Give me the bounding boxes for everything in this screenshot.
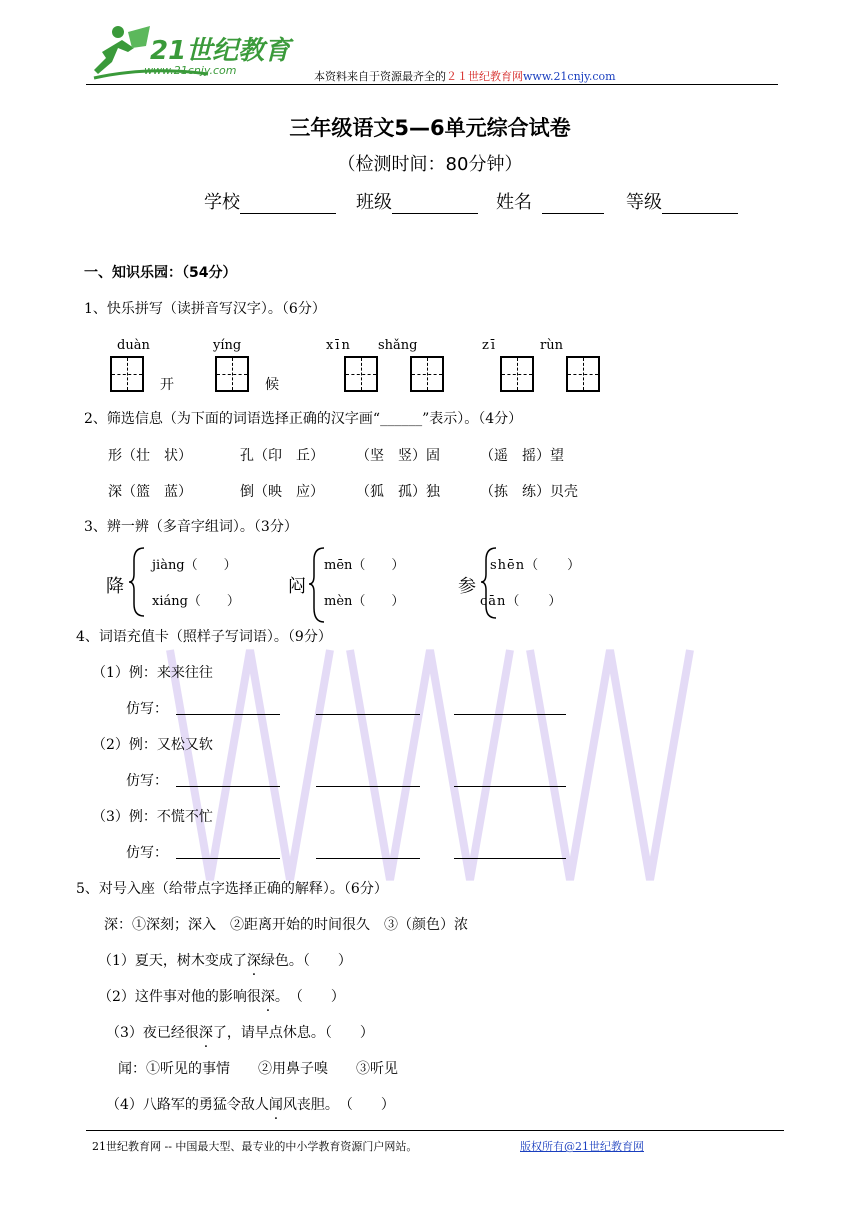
school-label: 学校 bbox=[204, 188, 336, 214]
reading-blank[interactable]: xiáng（ ） bbox=[152, 594, 240, 609]
page-subtitle: （检测时间：80分钟） bbox=[337, 154, 523, 175]
header-rule bbox=[86, 84, 778, 85]
fill-label: 仿写： bbox=[126, 845, 168, 861]
q3-prompt: 3、辨一辨（多音字组词）。（3分） bbox=[84, 519, 298, 535]
sentence-2: （2）这件事对他的影响很深。 （ ） bbox=[98, 989, 345, 1005]
pinyin-shang: shǎng bbox=[378, 338, 418, 353]
q2-item[interactable]: （坚 竖）固 bbox=[356, 448, 440, 464]
fill-label: 仿写： bbox=[126, 701, 168, 717]
char-hou: 候 bbox=[265, 377, 279, 393]
reading-blank[interactable]: shēn（ ） bbox=[490, 558, 582, 573]
pinyin-ying: yíng bbox=[213, 338, 242, 353]
sentence-3: （3）夜已经很深了，请早点休息。（ ） bbox=[106, 1025, 374, 1041]
char-box[interactable] bbox=[566, 356, 600, 392]
q2-item[interactable]: 倒（映 应） bbox=[240, 484, 324, 500]
footer-copyright-link[interactable]: 版权所有@21世纪教育网 bbox=[520, 1140, 644, 1153]
q2-item[interactable]: （狐 孤）独 bbox=[356, 484, 440, 500]
q2-item[interactable]: 形（壮 状） bbox=[108, 448, 192, 464]
sentence-1: （1）夏天，树木变成了深绿色。（ ） bbox=[98, 953, 352, 969]
answer-line[interactable] bbox=[316, 714, 420, 715]
q4-example: （1）例：来来往往 bbox=[92, 665, 213, 681]
page-title: 三年级语文5—6单元综合试卷 bbox=[289, 116, 571, 140]
q4-example: （2）例：又松又软 bbox=[92, 737, 213, 753]
site-logo bbox=[88, 22, 291, 82]
char-kai: 开 bbox=[160, 377, 174, 393]
char-box[interactable] bbox=[500, 356, 534, 392]
polyphone-char: 参 bbox=[458, 576, 476, 597]
class-label: 班级 bbox=[356, 188, 478, 214]
char-box[interactable] bbox=[410, 356, 444, 392]
reading-blank[interactable]: jiàng（ ） bbox=[152, 558, 237, 573]
grade-label: 等级 bbox=[626, 188, 738, 214]
answer-line[interactable] bbox=[316, 858, 420, 859]
q2-prompt: 2、筛选信息（为下面的词语选择正确的汉字画“______”表示）。（4分） bbox=[84, 411, 523, 427]
answer-line[interactable] bbox=[454, 858, 566, 859]
header-url[interactable]: www.21cnjy.com bbox=[523, 70, 616, 83]
q2-item[interactable]: （拣 练）贝壳 bbox=[480, 484, 578, 500]
fill-label: 仿写： bbox=[126, 773, 168, 789]
definition-wen: 闻：①听见的事情 ②用鼻子嗅 ③听见 bbox=[118, 1061, 398, 1077]
answer-line[interactable] bbox=[176, 786, 280, 787]
dotted-char: 闻 bbox=[268, 1097, 283, 1113]
pinyin-zi: zī bbox=[482, 338, 498, 353]
q2-item[interactable]: 孔（印 丘） bbox=[240, 448, 324, 464]
reading-blank[interactable]: cān（ ） bbox=[480, 594, 563, 609]
answer-line[interactable] bbox=[454, 786, 566, 787]
char-box[interactable] bbox=[215, 356, 249, 392]
footer-rule bbox=[86, 1130, 784, 1131]
dotted-char: 深 bbox=[246, 953, 261, 969]
header-site: ２１世纪教育网 bbox=[446, 70, 523, 83]
q4-prompt: 4、词语充值卡（照样子写词语）。（9分） bbox=[76, 629, 332, 645]
watermark-stripes bbox=[150, 640, 750, 900]
q1-prompt: 1、快乐拼写（读拼音写汉字）。（6分） bbox=[84, 301, 326, 317]
section-heading: 一、知识乐园：（54分） bbox=[84, 265, 237, 281]
answer-line[interactable] bbox=[454, 714, 566, 715]
char-box[interactable] bbox=[110, 356, 144, 392]
brace-icon bbox=[128, 546, 146, 618]
pinyin-duan: duàn bbox=[117, 338, 150, 353]
pinyin-run: rùn bbox=[540, 338, 563, 353]
polyphone-char: 闷 bbox=[288, 576, 306, 597]
footer-text: 21世纪教育网 -- 中国最大型、最专业的中小学教育资源门户网站。 bbox=[92, 1140, 418, 1153]
answer-line[interactable] bbox=[316, 786, 420, 787]
answer-line[interactable] bbox=[176, 858, 280, 859]
name-label: 姓名 bbox=[496, 188, 604, 214]
reading-blank[interactable]: mèn（ ） bbox=[324, 594, 405, 609]
pinyin-xin: xīn bbox=[326, 338, 352, 353]
answer-line[interactable] bbox=[176, 714, 280, 715]
q4-example: （3）例：不慌不忙 bbox=[92, 809, 213, 825]
char-box[interactable] bbox=[344, 356, 378, 392]
dotted-char: 深 bbox=[198, 1025, 213, 1041]
sentence-4: （4）八路军的勇猛令敌人闻风丧胆。 （ ） bbox=[106, 1097, 395, 1113]
q2-item[interactable]: （遥 摇）望 bbox=[480, 448, 564, 464]
q2-item[interactable]: 深（篮 蓝） bbox=[108, 484, 192, 500]
polyphone-char: 降 bbox=[106, 576, 124, 597]
definition-shen: 深：①深刻；深入 ②距离开始的时间很久 ③（颜色）浓 bbox=[104, 917, 468, 933]
reading-blank[interactable]: mēn（ ） bbox=[324, 558, 405, 573]
q5-prompt: 5、对号入座（给带点字选择正确的解释）。（6分） bbox=[76, 881, 388, 897]
header-notice: 本资料来自于资源最齐全的２１世纪教育网www.21cnjy.com bbox=[314, 70, 616, 83]
dotted-char: 深 bbox=[260, 989, 275, 1005]
logo-text: 21世纪教育 bbox=[150, 36, 291, 66]
logo-url: www.21cnjy.com bbox=[144, 64, 237, 77]
